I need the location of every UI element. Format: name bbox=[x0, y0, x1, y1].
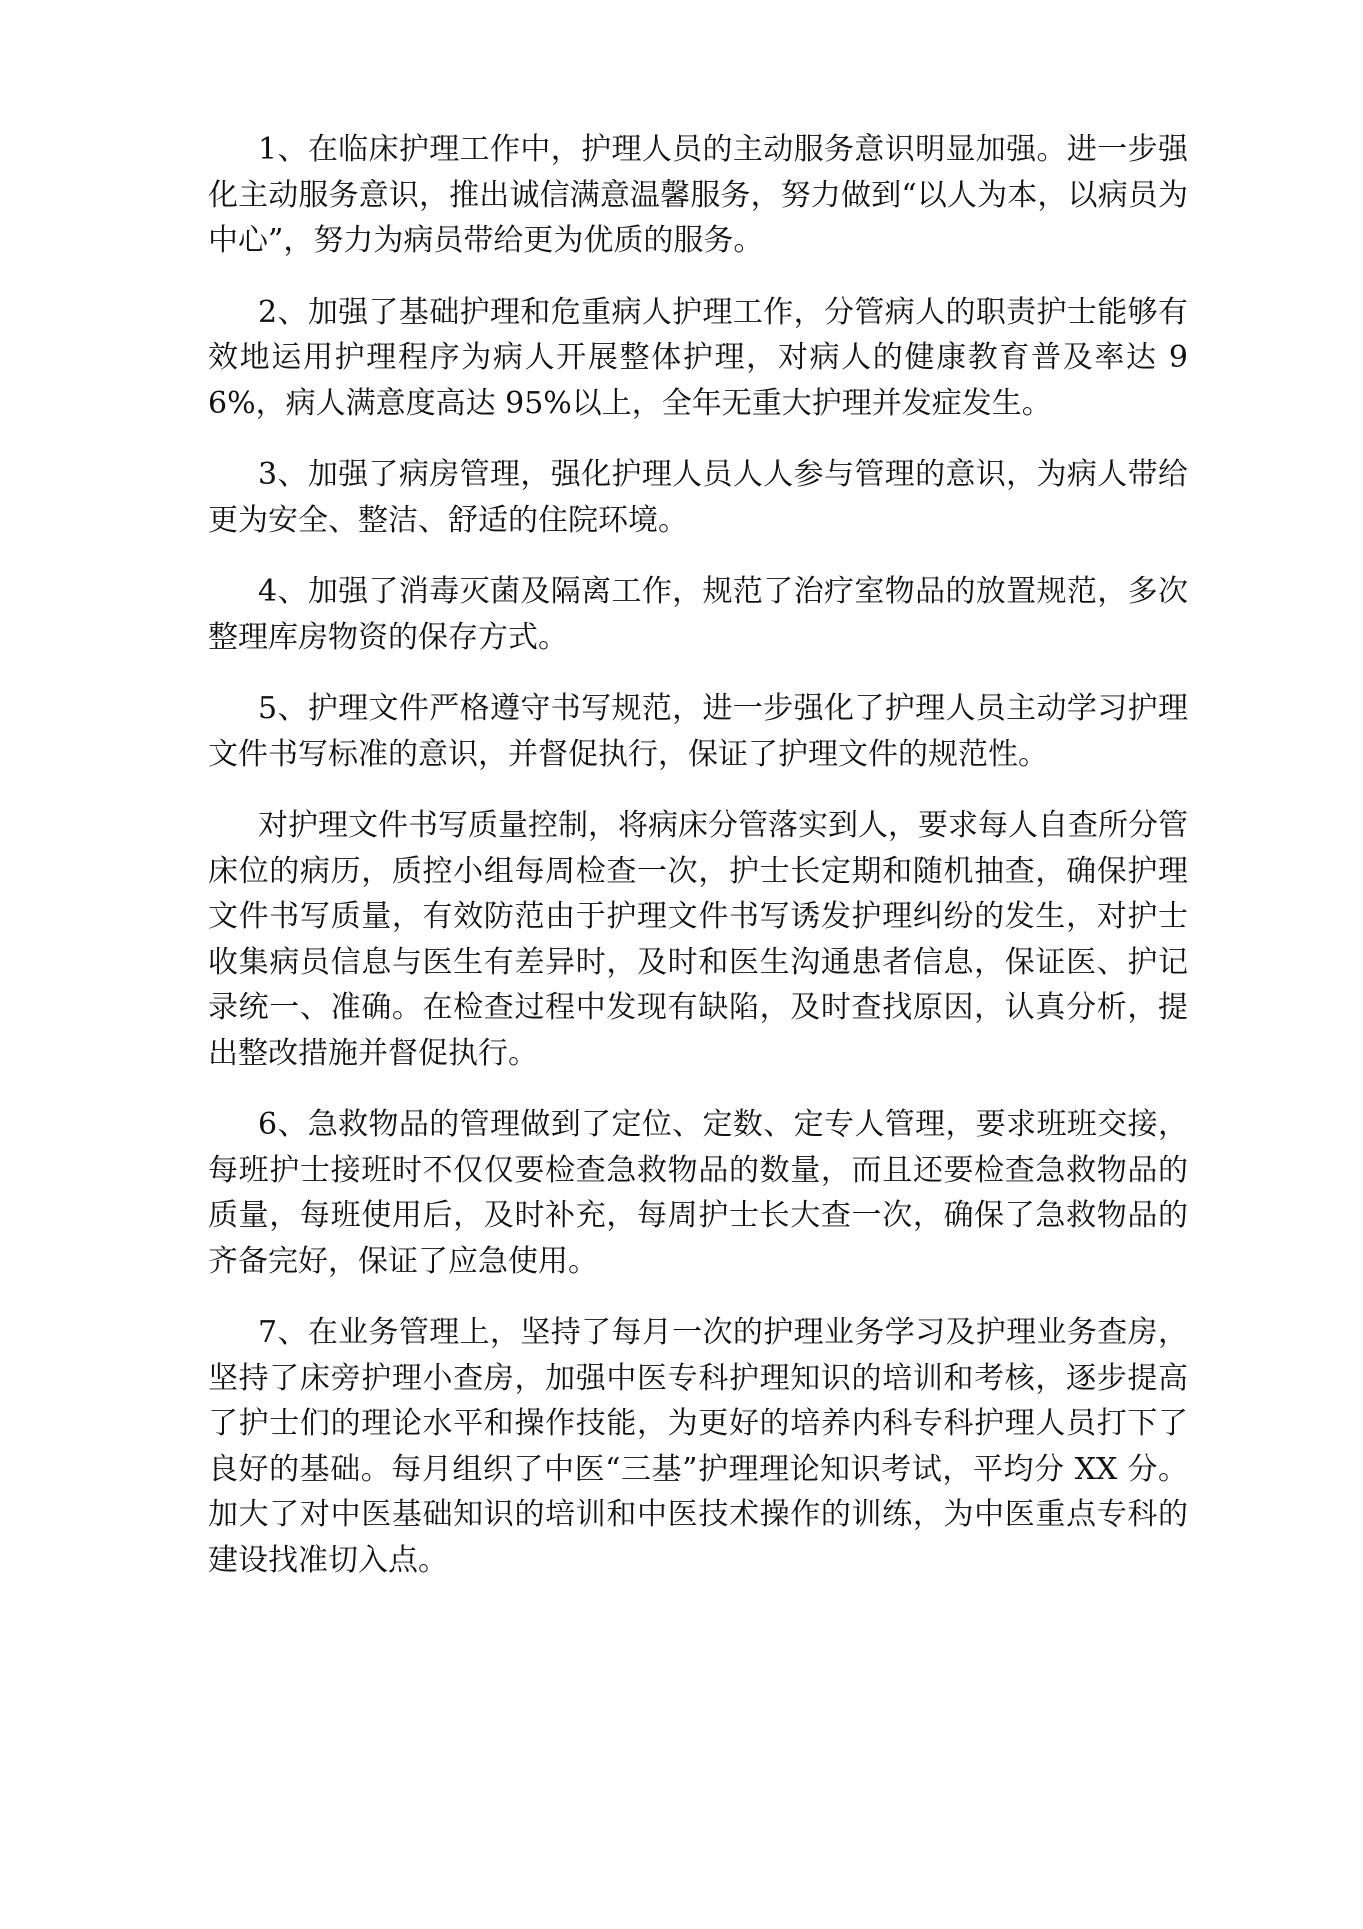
paragraph-2: 2、加强了基础护理和危重病人护理工作，分管病人的职责护士能够有效地运用护理程序为病人开展整体护理，对病人的健康教育普及率达 96%，病人满意度高达 95%以上，全年无重大护理并发症发生。 bbox=[208, 294, 1188, 421]
paragraph-6: 对护理文件书写质量控制，将病床分管落实到人，要求每人自查所分管床位的病历，质控小组每周检查一次，护士长定期和随机抽查，确保护理文件书写质量，有效防范由于护理文件书写诱发护理纠纷的发生，对护士收集病员信息与医生有差异时，及时和医生沟通患者信息，保证医、护记录统一、准确。在检查过程中发现有缺陷，及时查找原因，认真分析，提出整改措施并督促执行。 bbox=[208, 808, 1188, 1071]
document-body bbox=[208, 127, 1188, 1609]
paragraph-8: 7、在业务管理上，坚持了每月一次的护理业务学习及护理业务查房，坚持了床旁护理小查房，加强中医专科护理知识的培训和考核，逐步提高了护士们的理论水平和操作技能，为更好的培养内科专科护理人员打下了良好的基础。每月组织了中医“三基”护理理论知识考试，平均分 XX 分。加大了对中医基础知识的培训和中医技术操作的训练，为中医重点专科的建设找准切入点。 bbox=[208, 1315, 1188, 1578]
paragraph-5: 5、护理文件严格遵守书写规范，进一步强化了护理人员主动学习护理文件书写标准的意识，并督促执行，保证了护理文件的规范性。 bbox=[208, 691, 1188, 772]
paragraph-1: 1、在临床护理工作中，护理人员的主动服务意识明显加强。进一步强化主动服务意识，推出诚信满意温馨服务，努力做到“以人为本，以病员为中心”，努力为病员带给更为优质的服务。 bbox=[208, 132, 1188, 258]
paragraph-3: 3、加强了病房管理，强化护理人员人人参与管理的意识，为病人带给更为安全、整洁、舒适的住院环境。 bbox=[208, 457, 1188, 538]
paragraph-4: 4、加强了消毒灭菌及隔离工作，规范了治疗室物品的放置规范，多次整理库房物资的保存方式。 bbox=[208, 574, 1188, 655]
paragraph-7: 6、急救物品的管理做到了定位、定数、定专人管理，要求班班交接，每班护士接班时不仅仅要检查急救物品的数量，而且还要检查急救物品的质量，每班使用后，及时补充，每周护士长大查一次，确保了急救物品的齐备完好，保证了应急使用。 bbox=[208, 1107, 1188, 1279]
